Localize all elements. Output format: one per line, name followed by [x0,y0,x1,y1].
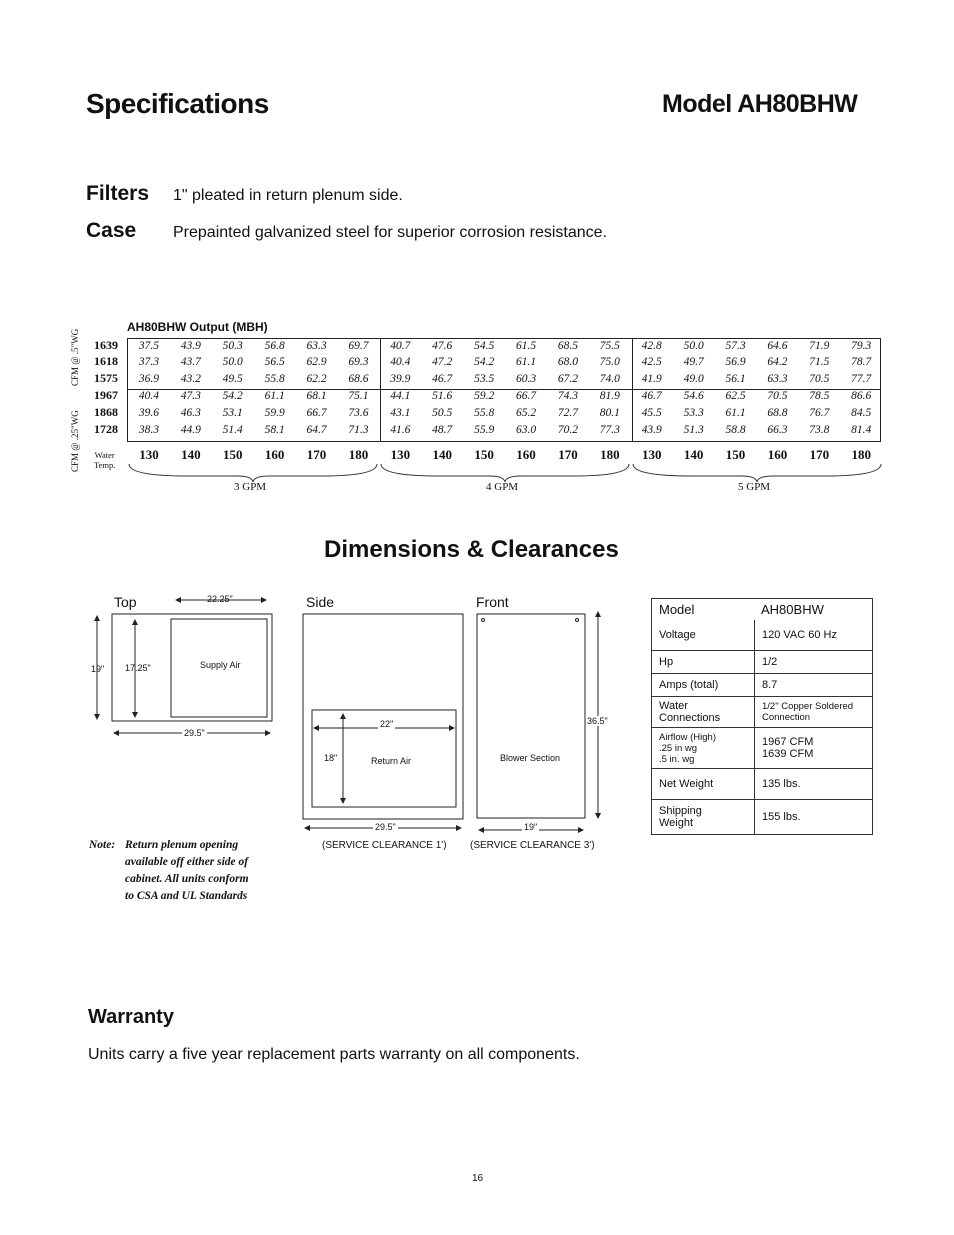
output-cell: 63.3 [306,340,327,352]
spec-value: 135 lbs. [762,778,801,790]
note-line: available off either side of [125,856,249,868]
spec-key: Amps (total) [652,674,755,696]
spec-row [652,768,872,799]
output-cell: 40.4 [390,356,411,368]
spec-value: 1/2 [762,656,778,668]
gpm-brace-1 [129,464,377,482]
output-cell: 51.6 [432,390,453,402]
output-cell: 79.3 [851,340,872,352]
output-cell: 54.5 [474,340,495,352]
gpm-brace-2 [381,464,629,482]
output-cell: 56.8 [264,340,285,352]
front-outer [477,614,585,818]
side-label: Side [306,594,335,610]
output-cell: 66.3 [767,424,788,436]
spec-key: Voltage [652,620,755,650]
output-cell: 45.5 [641,407,662,419]
output-cell: 42.8 [641,340,662,352]
side-clearance: (SERVICE CLEARANCE 1') [322,840,447,851]
output-cell: 50.0 [683,340,704,352]
spec-header [652,599,872,620]
spec-key: Airflow (High) .25 in wg .5 in. wg [652,728,755,768]
output-cell: 49.0 [683,373,704,385]
model-title: Model AH80BHW [662,90,858,118]
output-cell: 67.2 [557,373,578,385]
spec-rows [652,620,872,834]
blower-section-text: Blower Section [500,753,561,763]
page-title: Specifications [86,88,269,119]
spec-header-model: Model [659,602,695,617]
output-cell: 54.2 [474,356,495,368]
output-cell: 41.9 [641,373,662,385]
cfm-05-label: CFM @ .5"WG [70,328,80,386]
output-cell: 65.2 [515,407,537,419]
output-cell: 86.6 [851,390,872,402]
output-cell: 70.5 [767,390,788,402]
warranty-text: Units carry a five year replacement parts warranty on all components. [88,1046,580,1063]
top-w1-text: 22.25" [207,594,233,604]
output-cell: 66.7 [515,390,537,402]
output-cell: 64.6 [767,340,788,352]
output-cell: 39.9 [390,373,411,385]
output-cell: 68.1 [306,390,327,402]
spec-value: 1967 CFM 1639 CFM [762,736,814,760]
spec-row [652,799,872,834]
top-label: Top [114,594,137,610]
side-w-text: 22" [380,719,394,729]
output-cell: 68.6 [348,373,369,385]
output-cell: 69.3 [348,356,369,368]
output-cell: 46.7 [641,390,662,402]
water-temp-value: 170 [809,447,830,462]
output-cell: 50.5 [432,407,453,419]
spec-header-value: AH80BHW [761,602,824,617]
note-text [125,837,249,905]
output-cell: 63.3 [767,373,788,385]
spec-key: Water Connections [652,697,755,727]
output-cell: 76.7 [809,407,830,419]
water-temp-value: 150 [474,447,494,462]
side-h-text: 18" [324,753,338,763]
output-cell: 81.9 [599,390,620,402]
output-cell: 70.5 [809,373,830,385]
output-cell: 40.7 [390,340,411,352]
output-cell: 43.1 [390,407,411,419]
output-cell: 84.5 [851,407,872,419]
warranty-title: Warranty [88,1006,174,1028]
water-temp-value: 140 [683,447,704,462]
output-cell: 51.4 [222,424,243,436]
cfm-value: 1967 [94,388,118,402]
water-temp-value: 170 [306,447,327,462]
output-cell: 78.7 [851,356,872,368]
water-temp-value: 130 [390,447,411,462]
output-cell: 75.1 [348,390,369,402]
output-cell: 54.2 [222,390,243,402]
output-cell: 46.7 [432,373,453,385]
output-cell: 71.9 [809,340,830,352]
cfm-value: 1575 [94,371,118,385]
case-text: Prepainted galvanized steel for superior corrosion resistance. [173,224,608,241]
output-cell: 49.7 [683,356,704,368]
output-cell: 81.4 [851,424,872,436]
output-cell: 75.0 [599,356,620,368]
gpm-5: 5 GPM [738,481,771,493]
output-cell: 73.6 [348,407,369,419]
output-cell: 62.5 [725,390,746,402]
output-cell: 62.2 [306,373,327,385]
front-screw-right [576,619,579,622]
output-cell: 43.9 [641,424,662,436]
output-cell: 51.3 [683,424,704,436]
cfm-025-label: CFM @ .25"WG [70,410,80,472]
water-temp-value: 170 [558,447,578,462]
case-label: Case [86,219,137,242]
output-cell: 61.5 [515,340,537,352]
filters-label: Filters [86,182,150,205]
output-cell: 43.9 [180,340,201,352]
output-cell: 56.1 [725,373,746,385]
output-cell: 40.4 [138,390,159,402]
water-temp-value: 160 [767,447,788,462]
water-temp-label [94,450,115,470]
water-temp-value: 180 [600,447,620,462]
front-h-text: 36.5" [587,716,608,726]
output-cell: 38.3 [138,424,159,436]
filters-text: 1" pleated in return plenum side. [173,187,403,204]
side-bottom-text: 29.5" [375,822,396,832]
dimension-drawings [88,590,618,840]
output-cell: 43.7 [180,356,201,368]
output-cell: 74.3 [557,390,578,402]
output-cell: 55.8 [474,407,495,419]
output-cell: 41.6 [390,424,411,436]
water-temp-value: 180 [348,447,369,462]
output-cell: 68.0 [557,356,578,368]
output-cell: 42.5 [641,356,662,368]
spec-value: 120 VAC 60 Hz [762,629,838,641]
output-cell: 37.3 [138,356,159,368]
note-prefix: Note: [89,839,116,851]
water-temp-value: 140 [181,447,201,462]
note-line: to CSA and UL Standards [125,890,248,902]
output-cell: 44.9 [180,424,201,436]
output-cell: 47.6 [432,340,453,352]
output-cell: 55.9 [474,424,495,436]
spec-table [651,598,873,835]
spec-row [652,727,872,768]
output-cell: 36.9 [138,373,159,385]
front-label: Front [476,594,509,610]
output-cell: 64.2 [767,356,788,368]
output-cell: 56.5 [264,356,285,368]
page-number: 16 [472,1173,484,1184]
note-line: cabinet. All units conform [125,873,249,885]
water-temp-value: 140 [432,447,452,462]
gpm-brace-3 [633,464,881,482]
water-temp-value: 150 [725,447,746,462]
top-h1-text: 19" [91,664,105,674]
cfm-value: 1868 [94,405,118,419]
output-cell: 56.9 [725,356,746,368]
output-cell: 54.6 [683,390,704,402]
output-cell: 48.7 [432,424,453,436]
cfm-value: 1728 [94,422,118,436]
output-cell: 59.9 [264,407,285,419]
output-table-title: AH80BHW Output (MBH) [127,320,268,334]
spec-key: Shipping Weight [652,800,755,834]
spec-key: Net Weight [652,769,755,799]
output-cell: 77.7 [851,373,872,385]
output-cell: 46.3 [180,407,201,419]
output-cell: 50.3 [222,340,243,352]
output-cell: 61.1 [515,356,537,368]
output-cell: 80.1 [599,407,620,419]
note-line: Return plenum opening [125,839,239,851]
output-cell: 47.3 [180,390,201,402]
output-cell: 64.7 [306,424,327,436]
output-cell: 73.8 [809,424,830,436]
output-cell: 70.2 [557,424,578,436]
output-cell: 49.5 [222,373,243,385]
output-cell: 43.2 [180,373,201,385]
supply-air-text: Supply Air [200,660,241,670]
output-cell: 47.2 [432,356,453,368]
output-cell: 53.3 [683,407,704,419]
gpm-3: 3 GPM [234,481,267,493]
output-cell: 74.0 [599,373,620,385]
output-cell: 50.0 [222,356,243,368]
output-cell: 69.7 [348,340,369,352]
output-cell: 71.3 [348,424,369,436]
output-cell: 53.5 [474,373,495,385]
output-cell: 59.2 [474,390,495,402]
front-clearance: (SERVICE CLEARANCE 3') [470,840,595,851]
output-cell: 62.9 [306,356,327,368]
output-cell: 63.0 [515,424,537,436]
gpm-4: 4 GPM [486,481,519,493]
spec-value: 8.7 [762,679,778,691]
output-cell: 44.1 [390,390,411,402]
output-cell: 61.1 [264,390,285,402]
output-cell: 77.3 [599,424,620,436]
output-cell: 53.1 [222,407,243,419]
spec-value: 155 lbs. [762,811,801,823]
output-cell: 37.5 [138,340,159,352]
water-temp-value: 180 [851,447,871,462]
output-cell: 61.1 [725,407,746,419]
output-cell: 39.6 [138,407,159,419]
output-cell: 75.5 [599,340,620,352]
output-cell: 58.8 [725,424,746,436]
spec-value: 1/2" Copper Soldered Connection [762,701,854,723]
spec-row [652,696,872,727]
water-temp-value: 130 [139,447,159,462]
output-cell: 66.7 [306,407,327,419]
water-temp-value: 130 [641,447,662,462]
output-cell: 58.1 [264,424,285,436]
output-cell: 68.5 [557,340,578,352]
spec-key: Hp [652,651,755,673]
water-temp-value: 160 [516,447,536,462]
output-cell: 72.7 [557,407,578,419]
spec-row [652,620,872,650]
output-cell: 68.8 [767,407,788,419]
top-h2-text: 17.25" [125,663,151,673]
output-cell: 57.3 [725,340,746,352]
output-cell: 60.3 [515,373,537,385]
top-w2-text: 29.5" [184,728,205,738]
water-temp-value: 160 [264,447,285,462]
temp-label: Temp. [94,460,116,470]
spec-row [652,650,872,673]
output-cell: 71.5 [809,356,830,368]
dimensions-title: Dimensions & Clearances [324,536,619,563]
output-cell: 78.5 [809,390,830,402]
front-screw-left [482,619,485,622]
output-cell: 55.8 [264,373,285,385]
cfm-value: 1618 [94,354,118,368]
front-bottom-text: 19" [524,822,538,832]
return-air-text: Return Air [371,756,412,766]
water-label: Water [94,450,115,460]
cfm-value: 1639 [94,338,118,352]
spec-row [652,673,872,696]
side-outer [303,614,463,819]
water-temp-value: 150 [222,447,243,462]
